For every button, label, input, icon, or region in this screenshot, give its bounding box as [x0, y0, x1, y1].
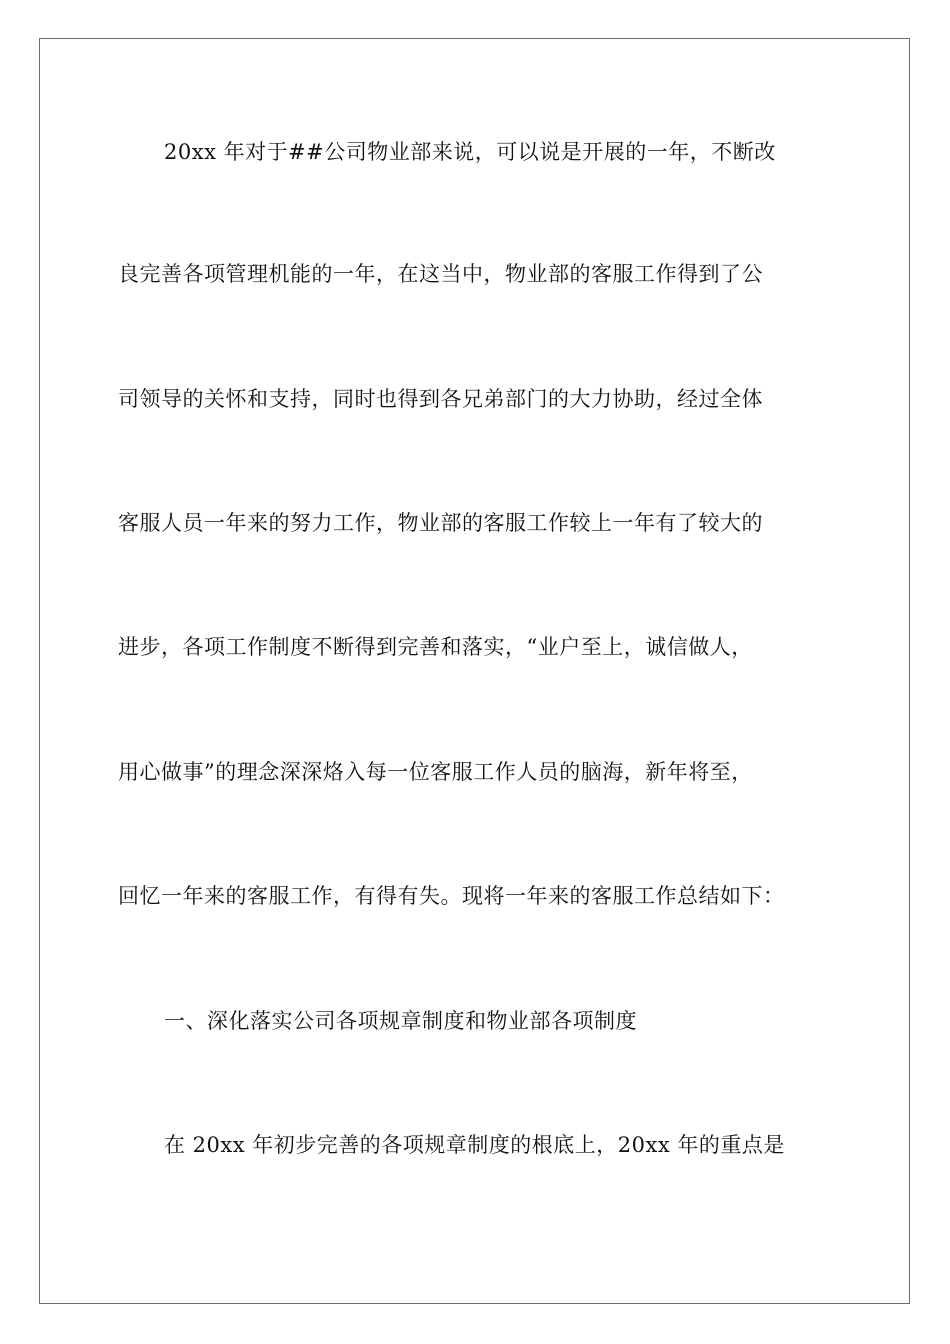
paragraph-line-2: 良完善各项管理机能的一年，在这当中，物业部的客服工作得到了公: [118, 262, 763, 286]
paragraph-line-6: 用心做事”的理念深深烙入每一位客服工作人员的脑海，新年将至，: [118, 760, 753, 784]
section-heading: 一、深化落实公司各项规章制度和物业部各项制度: [164, 1009, 637, 1033]
paragraph-line-3: 司领导的关怀和支持，同时也得到各兄弟部门的大力协助，经过全体: [118, 387, 763, 411]
paragraph-line-4: 客服人员一年来的努力工作，物业部的客服工作较上一年有了较大的: [118, 511, 763, 535]
paragraph-line-1: 20xx 年对于##公司物业部来说，可以说是开展的一年，不断改: [164, 140, 776, 164]
page-border: [39, 38, 910, 1304]
paragraph-line-5: 进步，各项工作制度不断得到完善和落实，“业户至上，诚信做人，: [118, 635, 753, 659]
paragraph-line-8: 在 20xx 年初步完善的各项规章制度的根底上，20xx 年的重点是: [164, 1133, 785, 1157]
paragraph-line-7: 回忆一年来的客服工作，有得有失。现将一年来的客服工作总结如下：: [118, 884, 785, 908]
